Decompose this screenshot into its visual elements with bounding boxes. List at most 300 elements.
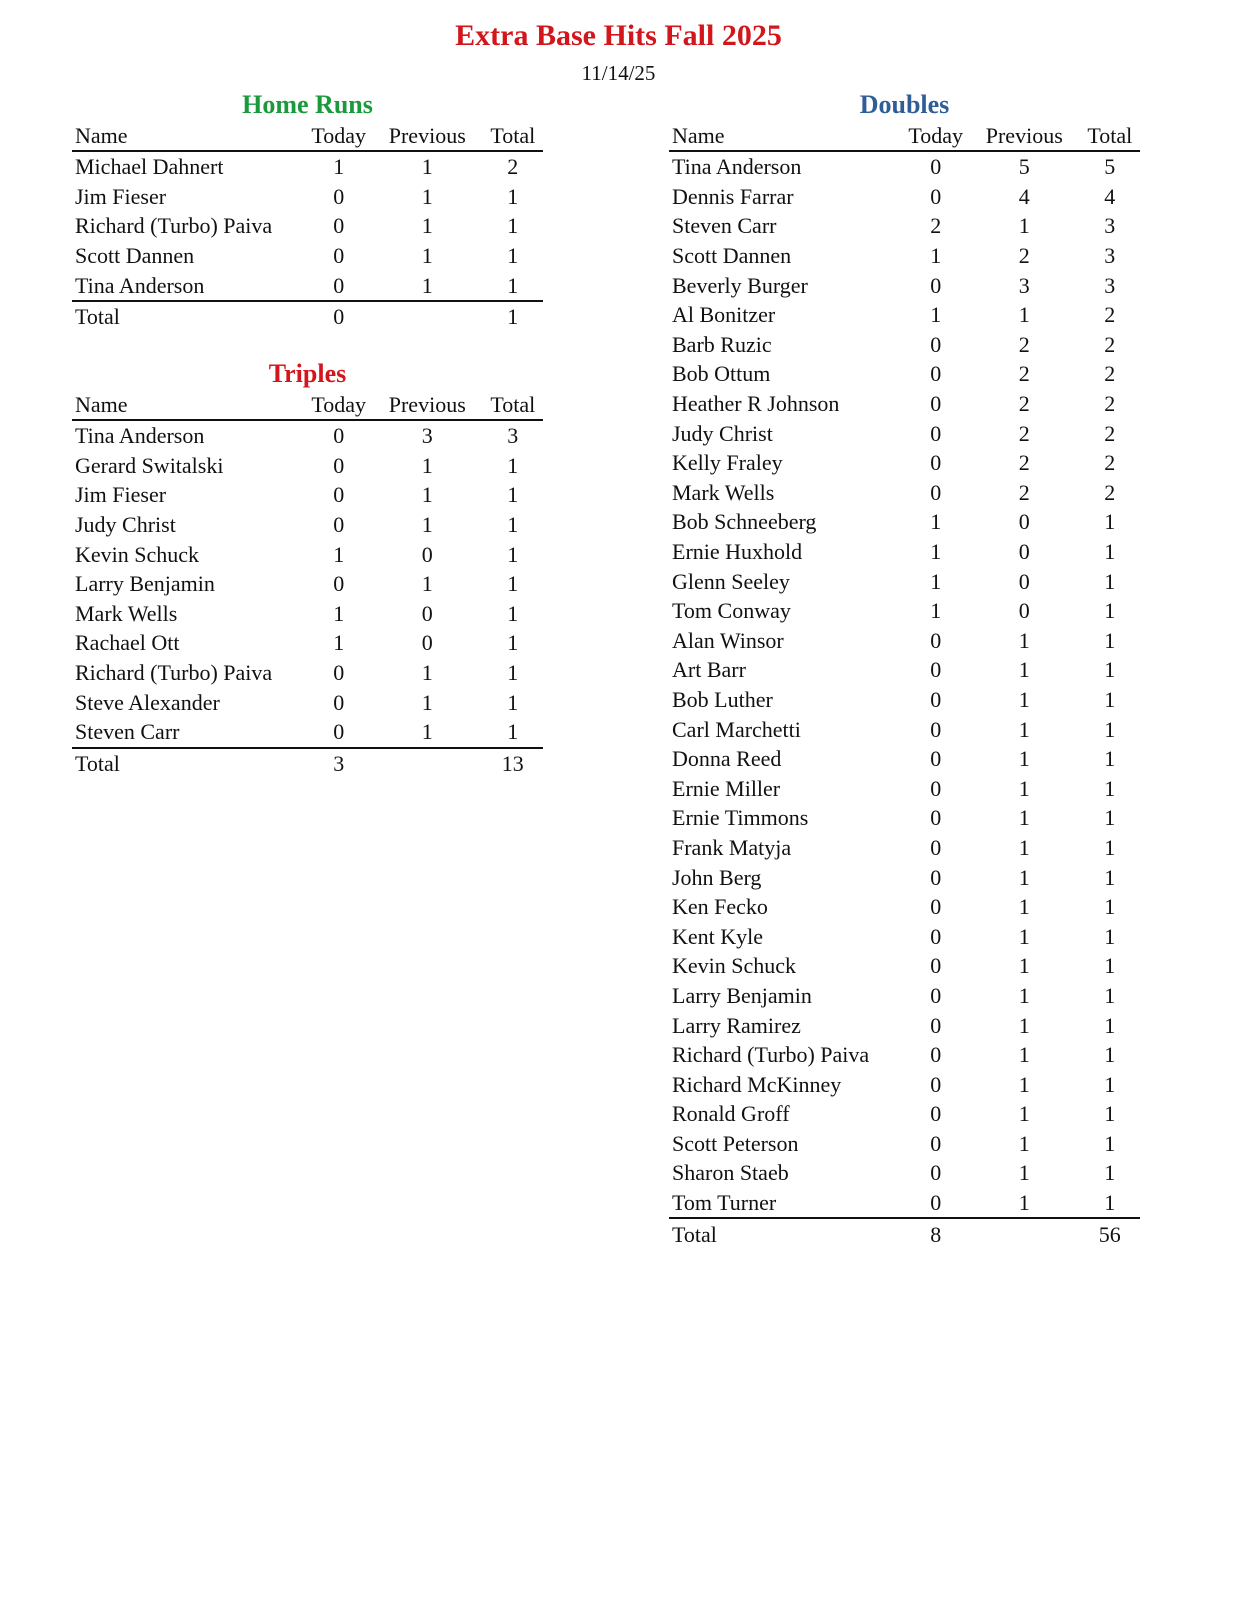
today-value: 0	[930, 154, 942, 180]
today-value: 0	[930, 1042, 942, 1068]
today-value: 1	[930, 302, 942, 328]
column-header-name: Name	[72, 121, 305, 151]
previous-value: 2	[1018, 450, 1030, 476]
total-label: Total	[72, 301, 305, 332]
today-value: 0	[930, 331, 942, 357]
total-row	[72, 301, 543, 332]
player-name: John Berg	[672, 864, 762, 890]
player-name: Bob Luther	[672, 686, 773, 712]
previous-value: 1	[421, 512, 433, 538]
page-title: Extra Base Hits Fall 2025	[455, 19, 782, 52]
total-value: 2	[1104, 391, 1116, 417]
previous-value: 1	[1018, 627, 1030, 653]
total-row	[669, 1218, 1140, 1249]
today-value: 1	[930, 539, 942, 565]
previous-value: 0	[421, 630, 433, 656]
column-header-previous: Previous	[372, 390, 483, 420]
total-value: 1	[1104, 1101, 1116, 1127]
previous-value: 1	[1018, 982, 1030, 1008]
today-value: 0	[333, 719, 345, 745]
player-name: Jim Fieser	[75, 482, 167, 508]
player-name: Carl Marchetti	[672, 716, 801, 742]
table-row	[72, 510, 543, 540]
previous-value: 1	[421, 154, 433, 180]
total-value: 1	[1104, 864, 1116, 890]
today-value: 0	[930, 361, 942, 387]
table-row	[669, 151, 1140, 182]
previous-value: 2	[1018, 479, 1030, 505]
today-value: 0	[930, 923, 942, 949]
table-row	[669, 537, 1140, 567]
total-value: 1	[507, 482, 519, 508]
today-value: 0	[930, 627, 942, 653]
total-value: 1	[1104, 834, 1116, 860]
column-header-name: Name	[669, 121, 902, 151]
total-value: 1	[507, 213, 519, 239]
player-name: Mark Wells	[672, 479, 775, 505]
previous-value: 1	[421, 183, 433, 209]
total-value: 1	[1104, 953, 1116, 979]
today-value: 0	[333, 243, 345, 269]
total-value: 3	[507, 423, 519, 449]
total-value: 1	[1104, 1012, 1116, 1038]
previous-value: 3	[421, 423, 433, 449]
total-value: 1	[507, 541, 519, 567]
total-value: 1	[1104, 686, 1116, 712]
player-name: Larry Benjamin	[75, 571, 215, 597]
table-row	[72, 539, 543, 569]
column-header-total: Total	[1080, 121, 1140, 151]
player-name: Tom Conway	[672, 598, 791, 624]
previous-value: 1	[1018, 686, 1030, 712]
player-name: Scott Dannen	[75, 243, 195, 269]
today-value: 0	[333, 482, 345, 508]
today-value: 1	[333, 154, 345, 180]
table-row	[72, 182, 543, 212]
today-value: 2	[930, 213, 942, 239]
previous-value: 2	[1018, 243, 1030, 269]
total-value: 1	[507, 630, 519, 656]
today-value: 1	[333, 630, 345, 656]
player-name: Heather R Johnson	[672, 391, 840, 417]
total-previous-empty	[969, 1218, 1080, 1249]
today-value: 0	[930, 982, 942, 1008]
player-name: Barb Ruzic	[672, 331, 772, 357]
doubles-title: Doubles	[859, 90, 950, 119]
previous-value: 2	[1018, 420, 1030, 446]
previous-value: 1	[421, 452, 433, 478]
today-value: 0	[930, 686, 942, 712]
today-value: 0	[333, 423, 345, 449]
home-runs-section	[72, 89, 543, 332]
total-value: 1	[507, 243, 519, 269]
table-row	[669, 300, 1140, 330]
today-value: 0	[930, 716, 942, 742]
previous-value: 1	[1018, 953, 1030, 979]
player-name: Kevin Schuck	[672, 953, 797, 979]
today-value: 0	[333, 183, 345, 209]
player-name: Judy Christ	[672, 420, 773, 446]
total-value: 1	[1104, 1190, 1116, 1216]
today-value: 0	[930, 834, 942, 860]
player-name: Alan Winsor	[672, 627, 784, 653]
today-value: 1	[930, 598, 942, 624]
previous-value: 1	[1018, 657, 1030, 683]
table-row	[669, 626, 1140, 656]
previous-value: 1	[421, 571, 433, 597]
today-value: 1	[930, 509, 942, 535]
today-value: 0	[930, 1130, 942, 1156]
total-value: 1	[1104, 716, 1116, 742]
triples-title: Triples	[268, 359, 347, 388]
player-name: Jim Fieser	[75, 183, 167, 209]
previous-value: 1	[1018, 1042, 1030, 1068]
home-runs-table	[72, 121, 543, 332]
today-value: 0	[930, 1101, 942, 1127]
previous-value: 1	[1018, 1130, 1030, 1156]
player-name: Tina Anderson	[75, 272, 205, 298]
player-name: Richard (Turbo) Paiva	[75, 213, 273, 239]
table-row	[669, 892, 1140, 922]
table-row	[72, 569, 543, 599]
table-row	[669, 981, 1140, 1011]
previous-value: 1	[1018, 1160, 1030, 1186]
today-value: 0	[333, 660, 345, 686]
table-row	[72, 211, 543, 241]
today-value: 0	[930, 864, 942, 890]
player-name: Ernie Miller	[672, 775, 781, 801]
previous-value: 2	[1018, 361, 1030, 387]
grand-total-value: 56	[1080, 1218, 1140, 1249]
player-name: Sharon Staeb	[672, 1160, 789, 1186]
player-name: Glenn Seeley	[672, 568, 790, 594]
report-date: 11/14/25	[581, 61, 656, 85]
total-value: 1	[507, 660, 519, 686]
previous-value: 1	[421, 660, 433, 686]
table-row	[669, 448, 1140, 478]
table-row	[72, 270, 543, 301]
table-row	[72, 717, 543, 748]
total-value: 1	[1104, 1042, 1116, 1068]
player-name: Art Barr	[672, 657, 746, 683]
player-name: Tina Anderson	[75, 423, 205, 449]
table-row	[669, 1158, 1140, 1188]
table-row	[669, 773, 1140, 803]
previous-value: 1	[421, 243, 433, 269]
table-row	[72, 480, 543, 510]
today-value: 0	[930, 391, 942, 417]
previous-value: 2	[1018, 391, 1030, 417]
player-name: Richard (Turbo) Paiva	[672, 1042, 870, 1068]
table-row	[669, 1129, 1140, 1159]
total-value: 1	[1104, 1130, 1116, 1156]
previous-value: 1	[1018, 302, 1030, 328]
previous-value: 1	[421, 689, 433, 715]
total-value: 2	[1104, 331, 1116, 357]
total-value: 1	[507, 452, 519, 478]
table-row	[669, 566, 1140, 596]
player-name: Larry Ramirez	[672, 1012, 801, 1038]
table-row	[669, 389, 1140, 419]
total-row	[72, 748, 543, 779]
today-value: 0	[930, 272, 942, 298]
previous-value: 0	[1018, 598, 1030, 624]
table-row	[669, 655, 1140, 685]
previous-value: 1	[1018, 716, 1030, 742]
table-row	[669, 596, 1140, 626]
table-row	[669, 1099, 1140, 1129]
table-row	[72, 451, 543, 481]
total-value: 1	[1104, 598, 1116, 624]
total-value: 2	[507, 154, 519, 180]
player-name: Frank Matyja	[672, 834, 792, 860]
today-value: 0	[930, 183, 942, 209]
table-row	[72, 241, 543, 271]
previous-value: 1	[1018, 1071, 1030, 1097]
table-row	[72, 151, 543, 182]
table-row	[669, 1010, 1140, 1040]
player-name: Rachael Ott	[75, 630, 180, 656]
total-value: 1	[507, 512, 519, 538]
today-value: 0	[930, 479, 942, 505]
triples-table	[72, 390, 543, 778]
today-value: 1	[333, 600, 345, 626]
total-value: 2	[1104, 450, 1116, 476]
doubles-section	[669, 89, 1140, 1249]
column-header-total: Total	[483, 390, 543, 420]
player-name: Larry Benjamin	[672, 982, 812, 1008]
total-value: 3	[1104, 272, 1116, 298]
player-name: Ronald Groff	[672, 1101, 790, 1127]
total-value: 1	[1104, 746, 1116, 772]
table-row	[669, 862, 1140, 892]
grand-total-value: 1	[483, 301, 543, 332]
doubles-table	[669, 121, 1140, 1249]
previous-value: 0	[421, 541, 433, 567]
player-name: Gerard Switalski	[75, 452, 224, 478]
total-value: 1	[1104, 1071, 1116, 1097]
player-name: Steven Carr	[672, 213, 777, 239]
player-name: Steven Carr	[75, 719, 180, 745]
player-name: Beverly Burger	[672, 272, 808, 298]
today-value: 1	[333, 541, 345, 567]
table-row	[669, 211, 1140, 241]
total-label: Total	[669, 1218, 902, 1249]
previous-value: 0	[1018, 568, 1030, 594]
previous-value: 0	[1018, 509, 1030, 535]
total-previous-empty	[372, 301, 483, 332]
today-value: 1	[930, 568, 942, 594]
today-value: 0	[930, 775, 942, 801]
previous-value: 1	[1018, 775, 1030, 801]
total-label: Total	[72, 748, 305, 779]
player-name: Kelly Fraley	[672, 450, 783, 476]
table-row	[669, 714, 1140, 744]
table-row	[72, 687, 543, 717]
table-row	[669, 1188, 1140, 1219]
grand-total-value: 13	[483, 748, 543, 779]
previous-value: 3	[1018, 272, 1030, 298]
total-value: 5	[1104, 154, 1116, 180]
today-value: 0	[930, 657, 942, 683]
today-value: 0	[930, 805, 942, 831]
player-name: Mark Wells	[75, 600, 178, 626]
previous-value: 1	[1018, 864, 1030, 890]
today-value: 0	[930, 746, 942, 772]
player-name: Dennis Farrar	[672, 183, 794, 209]
table-row	[669, 1040, 1140, 1070]
total-value: 1	[1104, 894, 1116, 920]
previous-value: 0	[1018, 539, 1030, 565]
player-name: Kent Kyle	[672, 923, 764, 949]
player-name: Scott Dannen	[672, 243, 792, 269]
today-value: 0	[333, 452, 345, 478]
column-header-today: Today	[305, 390, 371, 420]
total-value: 3	[1104, 243, 1116, 269]
today-value: 0	[930, 953, 942, 979]
total-value: 1	[507, 272, 519, 298]
today-value: 0	[333, 512, 345, 538]
table-header-row	[72, 121, 543, 151]
table-row	[669, 685, 1140, 715]
table-row	[669, 921, 1140, 951]
total-value: 1	[1104, 982, 1116, 1008]
player-name: Kevin Schuck	[75, 541, 200, 567]
player-name: Bob Ottum	[672, 361, 771, 387]
previous-value: 1	[1018, 1190, 1030, 1216]
column-header-today: Today	[902, 121, 968, 151]
table-row	[669, 478, 1140, 508]
table-row	[72, 599, 543, 629]
player-name: Al Bonitzer	[672, 302, 776, 328]
previous-value: 1	[421, 482, 433, 508]
total-value: 1	[507, 600, 519, 626]
player-name: Richard McKinney	[672, 1071, 842, 1097]
total-value: 2	[1104, 479, 1116, 505]
today-value: 0	[333, 272, 345, 298]
today-value: 0	[930, 1071, 942, 1097]
total-today-value: 3	[305, 748, 371, 779]
table-row	[669, 330, 1140, 360]
table-row	[669, 803, 1140, 833]
column-header-previous: Previous	[969, 121, 1080, 151]
player-name: Richard (Turbo) Paiva	[75, 660, 273, 686]
table-row	[72, 658, 543, 688]
previous-value: 1	[1018, 894, 1030, 920]
previous-value: 1	[1018, 1012, 1030, 1038]
total-today-value: 0	[305, 301, 371, 332]
column-header-today: Today	[305, 121, 371, 151]
player-name: Donna Reed	[672, 746, 782, 772]
player-name: Judy Christ	[75, 512, 176, 538]
previous-value: 1	[421, 272, 433, 298]
today-value: 0	[333, 213, 345, 239]
table-row	[669, 951, 1140, 981]
total-value: 1	[1104, 509, 1116, 535]
player-name: Steve Alexander	[75, 689, 220, 715]
previous-value: 1	[1018, 805, 1030, 831]
player-name: Ernie Timmons	[672, 805, 809, 831]
player-name: Bob Schneeberg	[672, 509, 817, 535]
player-name: Scott Peterson	[672, 1130, 799, 1156]
column-header-name: Name	[72, 390, 305, 420]
previous-value: 1	[1018, 923, 1030, 949]
table-row	[72, 420, 543, 451]
previous-value: 1	[1018, 834, 1030, 860]
total-value: 1	[507, 183, 519, 209]
player-name: Tina Anderson	[672, 154, 802, 180]
table-row	[669, 270, 1140, 300]
table-row	[669, 744, 1140, 774]
column-header-previous: Previous	[372, 121, 483, 151]
table-row	[669, 359, 1140, 389]
home-runs-title: Home Runs	[242, 90, 373, 119]
player-name: Ernie Huxhold	[672, 539, 803, 565]
table-header-row	[669, 121, 1140, 151]
column-header-total: Total	[483, 121, 543, 151]
today-value: 0	[930, 1012, 942, 1038]
previous-value: 1	[1018, 213, 1030, 239]
today-value: 0	[930, 1190, 942, 1216]
today-value: 0	[930, 894, 942, 920]
previous-value: 1	[1018, 746, 1030, 772]
player-name: Michael Dahnert	[75, 154, 224, 180]
total-value: 4	[1104, 183, 1116, 209]
total-value: 1	[1104, 805, 1116, 831]
previous-value: 5	[1018, 154, 1030, 180]
previous-value: 2	[1018, 331, 1030, 357]
today-value: 0	[930, 450, 942, 476]
total-value: 1	[507, 571, 519, 597]
table-row	[669, 418, 1140, 448]
table-row	[669, 507, 1140, 537]
table-header-row	[72, 390, 543, 420]
total-value: 1	[1104, 627, 1116, 653]
total-value: 2	[1104, 361, 1116, 387]
previous-value: 1	[421, 719, 433, 745]
total-value: 1	[1104, 657, 1116, 683]
today-value: 1	[930, 243, 942, 269]
player-name: Tom Turner	[672, 1190, 777, 1216]
previous-value: 0	[421, 600, 433, 626]
total-value: 1	[1104, 775, 1116, 801]
previous-value: 4	[1018, 183, 1030, 209]
triples-section	[72, 358, 543, 778]
total-value: 1	[1104, 1160, 1116, 1186]
total-value: 1	[507, 719, 519, 745]
total-value: 1	[1104, 539, 1116, 565]
total-value: 1	[507, 689, 519, 715]
total-today-value: 8	[902, 1218, 968, 1249]
total-value: 3	[1104, 213, 1116, 239]
table-row	[669, 833, 1140, 863]
table-row	[669, 182, 1140, 212]
table-row	[669, 241, 1140, 271]
table-row	[669, 1069, 1140, 1099]
today-value: 0	[333, 689, 345, 715]
previous-value: 1	[421, 213, 433, 239]
today-value: 0	[930, 420, 942, 446]
today-value: 0	[930, 1160, 942, 1186]
total-value: 1	[1104, 923, 1116, 949]
total-value: 1	[1104, 568, 1116, 594]
total-previous-empty	[372, 748, 483, 779]
table-row	[72, 628, 543, 658]
total-value: 2	[1104, 302, 1116, 328]
total-value: 2	[1104, 420, 1116, 446]
previous-value: 1	[1018, 1101, 1030, 1127]
today-value: 0	[333, 571, 345, 597]
